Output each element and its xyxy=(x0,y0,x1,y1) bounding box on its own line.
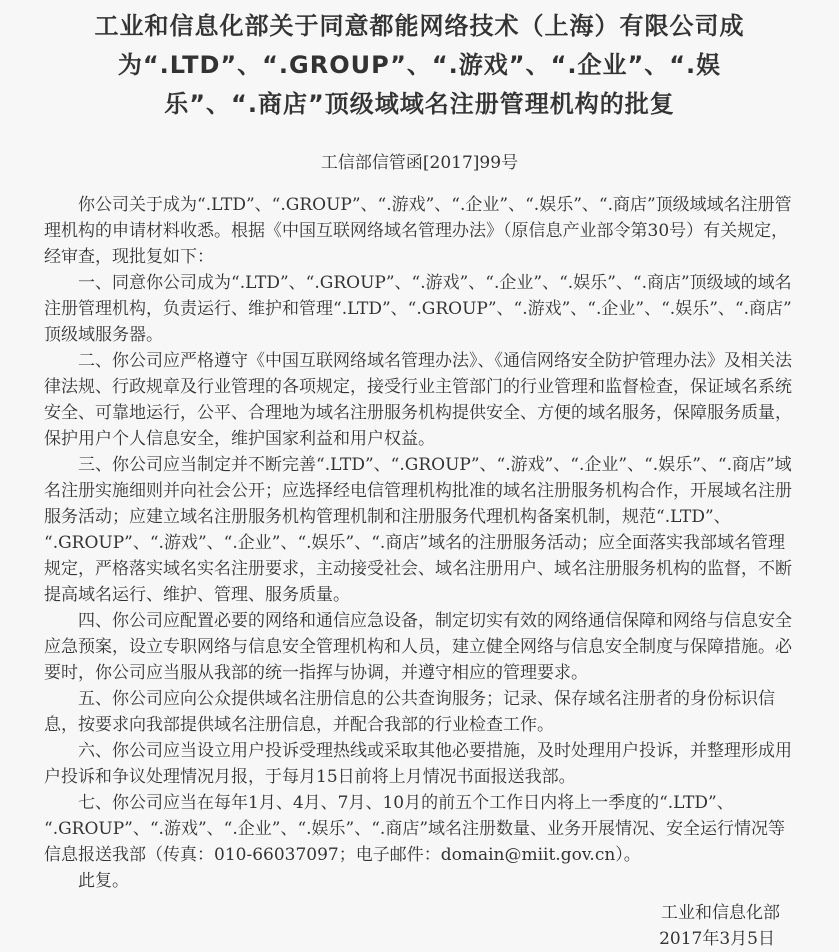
paragraph: 此复。 xyxy=(78,871,129,891)
paragraph: 一、同意你公司成为“.LTD”、“.GROUP”、“.游戏”、“.企业”、“.娱乐”、“.商店”顶级域的域名注册管理机构，负责运行、维护和管理“.LTD”、“.GROUP”、“.游戏”、“.企业”、“.娱乐”、“.商店”顶级域服务器。 xyxy=(44,273,792,345)
paragraph: 六、你公司应当设立用户投诉受理热线或采取其他必要措施，及时处理用户投诉，并整理形成用户投诉和争议处理情况月报，于每月15日前将上月情况书面报送我部。 xyxy=(44,741,792,787)
paragraph: 四、你公司应配置必要的网络和通信应急设备，制定切实有效的网络通信保障和网络与信息安全应急预案，设立专职网络与信息安全管理机构和人员，建立健全网络与信息安全制度与保障措施。必要时，你公司应当服从我部的统一指挥与协调，并遵守相应的管理要求。 xyxy=(44,611,792,683)
paragraph: 七、你公司应当在每年1月、4月、7月、10月的前五个工作日内将上一季度的“.LTD”、“.GROUP”、“.游戏”、“.企业”、“.娱乐”、“.商店”域名注册数量、业务开展情况、安全运行情况等信息报送我部（传真：010-66037097；电子邮件：domain@miit.gov.cn）。 xyxy=(44,793,786,865)
document-body xyxy=(44,192,795,894)
signature: 工业和信息化部 xyxy=(661,903,780,923)
document-title: 工业和信息化部关于同意都能网络技术（上海）有限公司成为“.LTD”、“.GROUP”、“.游戏”、“.企业”、“.娱乐”、“.商店”顶级域域名注册管理机构的批复 xyxy=(94,12,745,118)
signature-block xyxy=(44,900,795,952)
paragraph: 二、你公司应严格遵守《中国互联网络域名管理办法》、《通信网络安全防护管理办法》及相关法律法规、行政规章及行业管理的各项规定，接受行业主管部门的行业管理和监督检查，保证域名系统安全、可靠地运行，公平、合理地为域名注册服务机构提供安全、方便的域名服务，保障服务质量，保护用户个人信息安全，维护国家利益和用户权益。 xyxy=(44,351,792,449)
paragraph: 你公司关于成为“.LTD”、“.GROUP”、“.游戏”、“.企业”、“.娱乐”、“.商店”顶级域域名注册管理机构的申请材料收悉。根据《中国互联网络域名管理办法》（原信息产业部令第30号）有关规定，经审查，现批复如下： xyxy=(44,195,792,267)
document-number: 工信部信管函[2017]99号 xyxy=(320,153,519,173)
document-date: 2017年3月5日 xyxy=(659,929,775,949)
paragraph: 五、你公司应向公众提供域名注册信息的公共查询服务；记录、保存域名注册者的身份标识信息，按要求向我部提供域名注册信息，并配合我部的行业检查工作。 xyxy=(44,689,775,735)
paragraph: 三、你公司应当制定并不断完善“.LTD”、“.GROUP”、“.游戏”、“.企业”、“.娱乐”、“.商店”域名注册实施细则并向社会公开；应选择经电信管理机构批准的域名注册服务机构合作，开展域名注册服务活动；应建立域名注册服务机构管理机制和注册服务代理机构备案机制，规范“.LTD”、“.GROUP”、“.游戏”、“.企业”、“.娱乐”、“.商店”域名的注册服务活动；应全面落实我部域名管理规定，严格落实域名实名注册要求，主动接受社会、域名注册用户、域名注册服务机构的监督，不断提高域名运行、维护、管理、服务质量。 xyxy=(44,455,792,605)
